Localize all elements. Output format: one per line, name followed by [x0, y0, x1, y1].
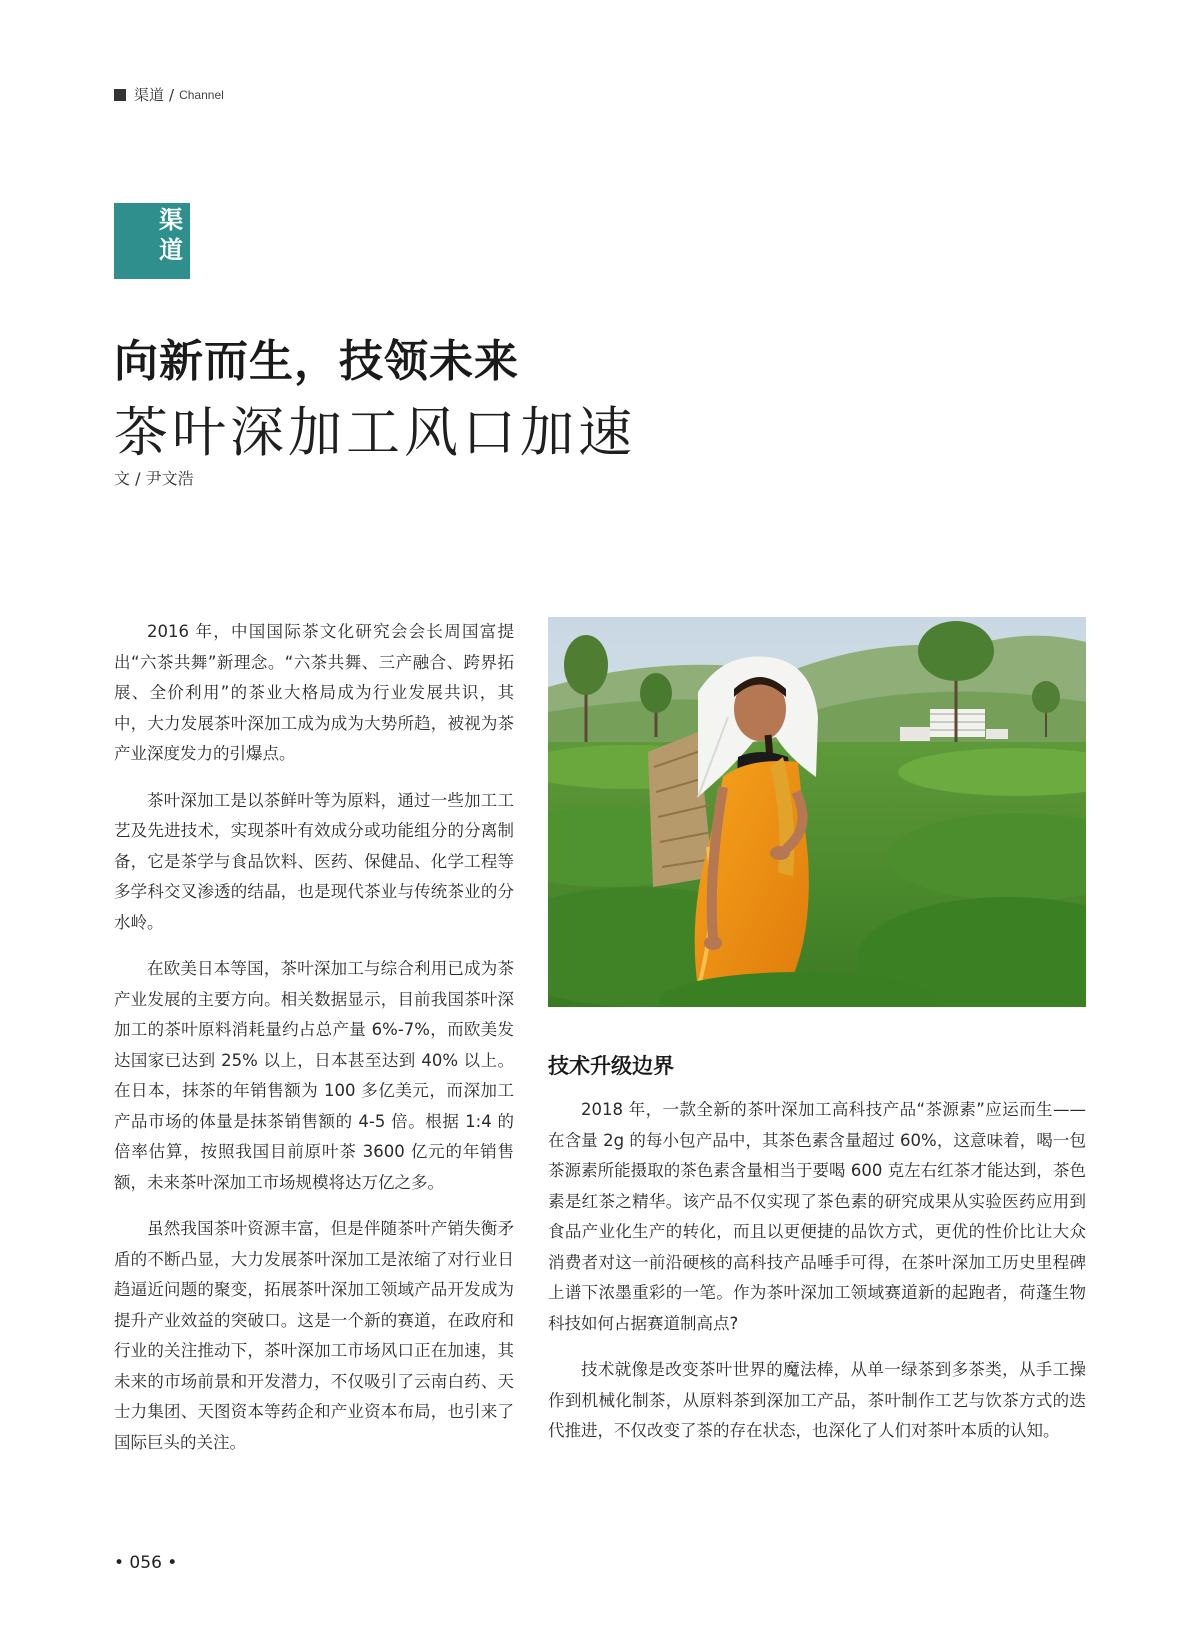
- body-paragraph: 技术就像是改变茶叶世界的魔法棒，从单一绿茶到多茶类，从手工操作到机械化制茶，从原料茶到深加工产品，茶叶制作工艺与饮茶方式的迭代推进，不仅改变了茶的存在状态，也深化了人们对茶叶本质的认知。: [548, 1360, 1086, 1440]
- article-title: 向新而生，技领未来: [114, 336, 519, 387]
- running-header: [114, 84, 224, 105]
- body-paragraph: 2016 年，中国国际茶文化研究会会长周国富提出“六茶共舞”新理念。“六茶共舞、三产融合、跨界拓展、全价利用”的茶业大格局成为行业发展共识，其中，大力发展茶叶深加工成为成为大势所趋，被视为茶产业深度发力的引爆点。: [114, 622, 514, 763]
- article-subtitle: 茶叶深加工风口加速: [114, 401, 636, 464]
- body-paragraph: 茶叶深加工是以茶鲜叶等为原料，通过一些加工工艺及先进技术，实现茶叶有效成分或功能组分的分离制备，它是茶学与食品饮料、医药、保健品、化学工程等多学科交叉渗透的结晶，也是现代茶业与传统茶业的分水岭。: [114, 790, 514, 932]
- byline: 文 / 尹文浩: [114, 469, 194, 488]
- photo-illustration: [548, 617, 1086, 1007]
- body-paragraph: 在欧美日本等国，茶叶深加工与综合利用已成为茶产业发展的主要方向。相关数据显示，目前我国茶叶深加工的茶叶原料消耗量约占总产量 6%-7%，而欧美发达国家已达到 25% 以上，日本甚至达到 40% 以上。在日本，抹茶的年销售额为 100 多亿美元，而深加工产品市场的体量是抹茶销售额的 4-5 倍。根据 1:4 的倍率估算，按照我国目前原叶茶 3600 亿元的年销售额，未来茶叶深加工市场规模将达万亿之多。: [114, 959, 514, 1192]
- tea-picker-photo: [548, 617, 1086, 1007]
- left-column: [114, 617, 514, 1474]
- section-badge-text: 渠道: [159, 206, 183, 264]
- header-separator: /: [169, 85, 175, 104]
- header-section-en: Channel: [179, 87, 224, 102]
- section-badge: [114, 203, 190, 279]
- header-section-cn: 渠道: [134, 86, 165, 104]
- section-heading: 技术升级边界: [548, 1054, 674, 1078]
- body-paragraph: 2018 年，一款全新的茶叶深加工高科技产品“茶源素”应运而生——在含量 2g 的每小包产品中，其茶色素含量超过 60%，这意味着，喝一包茶源素所能摄取的茶色素含量相当于要喝 600 克左右红茶才能达到，茶色素是红茶之精华。该产品不仅实现了茶色素的研究成果从实验医药应用到食品产业化生产的转化，而且以更便捷的品饮方式，更优的性价比让大众消费者对这一前沿硬核的高科技产品唾手可得，在茶叶深加工历史里程碑上谱下浓墨重彩的一笔。作为茶叶深加工领域赛道新的起跑者，荷蓬生物科技如何占据赛道制高点?: [548, 1100, 1086, 1333]
- square-bullet-icon: [114, 89, 126, 101]
- page-number: • 056 •: [114, 1553, 178, 1573]
- body-paragraph: 虽然我国茶叶资源丰富，但是伴随茶叶产销失衡矛盾的不断凸显，大力发展茶叶深加工是浓缩了对行业日趋逼近问题的聚变，拓展茶叶深加工领域产品开发成为提升产业效益的突破口。这是一个新的赛道，在政府和行业的关注推动下，茶叶深加工市场风口正在加速，其未来的市场前景和开发潜力，不仅吸引了云南白药、天士力集团、天图资本等药企和产业资本布局，也引来了国际巨头的关注。: [114, 1219, 514, 1452]
- right-column: [548, 1095, 1086, 1463]
